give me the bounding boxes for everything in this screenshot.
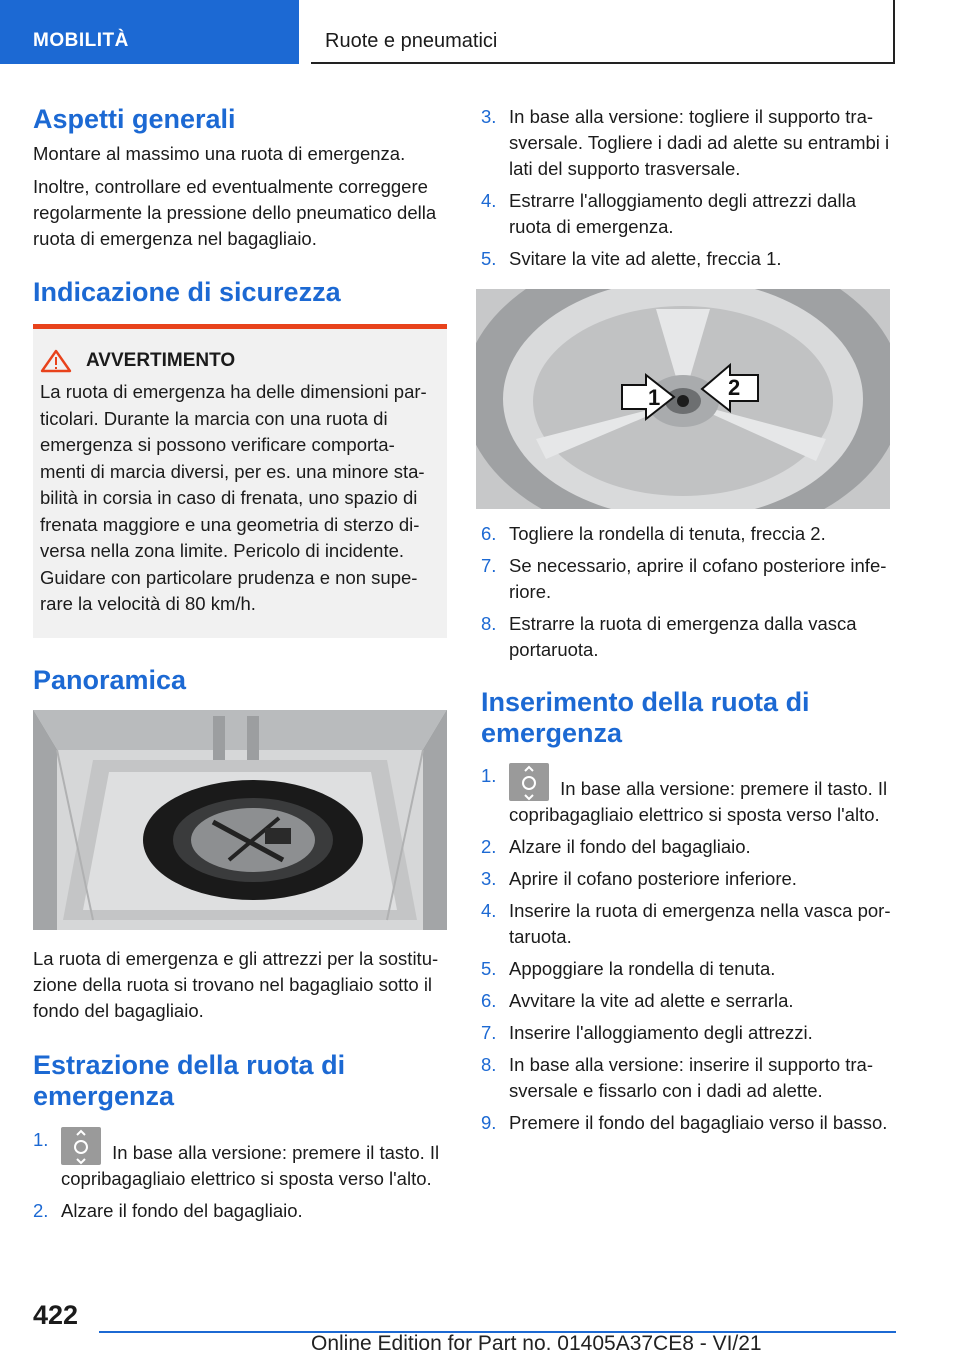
right-column bbox=[481, 104, 891, 1136]
paragraph-max-one-spare: Montare al massimo una ruota di emergenza. bbox=[33, 143, 406, 164]
list-item bbox=[481, 611, 891, 663]
removal-steps-final bbox=[481, 521, 891, 663]
step-number: 3. bbox=[481, 106, 497, 127]
step-number: 3. bbox=[481, 868, 497, 889]
page-header bbox=[0, 0, 960, 66]
removal-steps-continued bbox=[481, 104, 891, 272]
arrow-label-2: 2 bbox=[728, 375, 741, 400]
list-item bbox=[481, 521, 891, 547]
insert-steps bbox=[481, 763, 891, 1136]
heading-general: Aspetti generali bbox=[33, 104, 236, 134]
removal-steps bbox=[33, 1127, 447, 1224]
step-number: 8. bbox=[481, 613, 497, 634]
step-number: 7. bbox=[481, 555, 497, 576]
step-number: 2. bbox=[33, 1199, 49, 1221]
step-text: Aprire il cofano posteriore inferiore. bbox=[509, 868, 797, 889]
arrow-label-1: 1 bbox=[648, 385, 661, 410]
list-item bbox=[481, 1110, 891, 1136]
step-text: In base alla versione: togliere il supporto tra-sversale. Togliere i dadi ad alette su entrambi i lati del supporto trasversale. bbox=[509, 106, 890, 179]
step-number: 6. bbox=[481, 990, 497, 1011]
edition-info: Online Edition for Part no. 01405A37CE8 - VI/21 bbox=[311, 1332, 762, 1355]
list-item bbox=[33, 1127, 447, 1192]
list-item bbox=[481, 898, 891, 950]
wing-screw-photo bbox=[476, 289, 886, 509]
step-number: 7. bbox=[481, 1022, 497, 1043]
list-item bbox=[481, 763, 891, 828]
section-tab: MOBILITÀ bbox=[0, 0, 299, 64]
step-text: Svitare la vite ad alette, freccia 1. bbox=[509, 248, 782, 269]
step-text: In base alla versione: premere il tasto. Il copribagagliaio elettrico si sposta verso l'alto. bbox=[61, 1141, 440, 1189]
warning-box bbox=[33, 324, 447, 638]
heading-safety: Indicazione di sicurezza bbox=[33, 277, 341, 307]
spare-wheel-trunk-photo bbox=[33, 710, 447, 930]
step-number: 5. bbox=[481, 958, 497, 979]
step-text: Estrarre l'alloggiamento degli attrezzi dalla ruota di emergenza. bbox=[509, 190, 856, 237]
step-number: 9. bbox=[481, 1112, 497, 1133]
heading-removal: Estrazione della ruota di emergenza bbox=[33, 1049, 346, 1111]
list-item bbox=[481, 956, 891, 982]
step-number: 1. bbox=[33, 1128, 49, 1150]
step-text: Togliere la rondella di tenuta, freccia 2. bbox=[509, 523, 826, 544]
list-item bbox=[481, 553, 891, 605]
step-number: 4. bbox=[481, 190, 497, 211]
left-column bbox=[33, 96, 447, 1224]
list-item bbox=[481, 834, 891, 860]
chapter-title: Ruote e pneumatici bbox=[311, 0, 895, 64]
step-text: Alzare il fondo del bagagliaio. bbox=[61, 1199, 303, 1221]
list-item bbox=[481, 1052, 891, 1104]
photo-caption: La ruota di emergenza e gli attrezzi per la sostitu-zione della ruota si trovano nel bagagliaio sotto il fondo del bagagliaio. bbox=[33, 947, 439, 1021]
list-item bbox=[481, 988, 891, 1014]
page-number: 422 bbox=[33, 1300, 79, 1330]
warning-title bbox=[40, 349, 439, 373]
list-item bbox=[481, 104, 891, 182]
heading-insert: Inserimento della ruota di emergenza bbox=[481, 687, 810, 748]
trunk-lift-button-icon bbox=[61, 1127, 101, 1165]
list-item bbox=[481, 866, 891, 892]
warning-text: La ruota di emergenza ha delle dimensioni par-ticolari. Durante la marcia con una ruota di emergenza si possono verificare comporta-menti di marcia diversi, per es. una minore sta-bilità in corsia in caso di frenata, uno spazio di frenata maggiore e una geometria di sterzo di-versa nella zona limite. Pericolo di incidente. Guidare con particolare prudenza e non supe-rare la velocità di 80 km/h. bbox=[40, 381, 427, 614]
step-number: 4. bbox=[481, 900, 497, 921]
list-item bbox=[481, 1020, 891, 1046]
list-item bbox=[33, 1198, 447, 1224]
page-footer bbox=[0, 1300, 960, 1362]
step-number: 1. bbox=[481, 765, 497, 786]
warning-triangle-icon bbox=[40, 349, 72, 373]
step-text: Appoggiare la rondella di tenuta. bbox=[509, 958, 776, 979]
step-text: Inserire l'alloggiamento degli attrezzi. bbox=[509, 1022, 813, 1043]
list-item bbox=[481, 188, 891, 240]
step-text: In base alla versione: inserire il supporto tra-sversale e fissarlo con i dadi ad alette. bbox=[509, 1054, 874, 1101]
step-text: Inserire la ruota di emergenza nella vasca por-taruota. bbox=[509, 900, 891, 947]
step-number: 8. bbox=[481, 1054, 497, 1075]
step-text: Premere il fondo del bagagliaio verso il basso. bbox=[509, 1112, 888, 1133]
warning-label: AVVERTIMENTO bbox=[86, 350, 236, 371]
trunk-lift-button-icon bbox=[509, 763, 549, 801]
step-text: Alzare il fondo del bagagliaio. bbox=[509, 836, 751, 857]
heading-overview: Panoramica bbox=[33, 664, 187, 695]
step-text: Estrarre la ruota di emergenza dalla vasca portaruota. bbox=[509, 613, 857, 660]
step-text: Avvitare la vite ad alette e serrarla. bbox=[509, 990, 794, 1011]
step-text: Se necessario, aprire il cofano posteriore infe-riore. bbox=[509, 555, 887, 602]
step-number: 6. bbox=[481, 523, 497, 544]
step-number: 5. bbox=[481, 248, 497, 269]
step-number: 2. bbox=[481, 836, 497, 857]
step-text: In base alla versione: premere il tasto. Il copribagagliaio elettrico si sposta verso l'alto. bbox=[509, 778, 888, 825]
list-item bbox=[481, 246, 891, 272]
paragraph-pressure-check: Inoltre, controllare ed eventualmente correggere regolarmente la pressione dello pneumatico della ruota di emergenza nel bagagliaio. bbox=[33, 176, 437, 249]
